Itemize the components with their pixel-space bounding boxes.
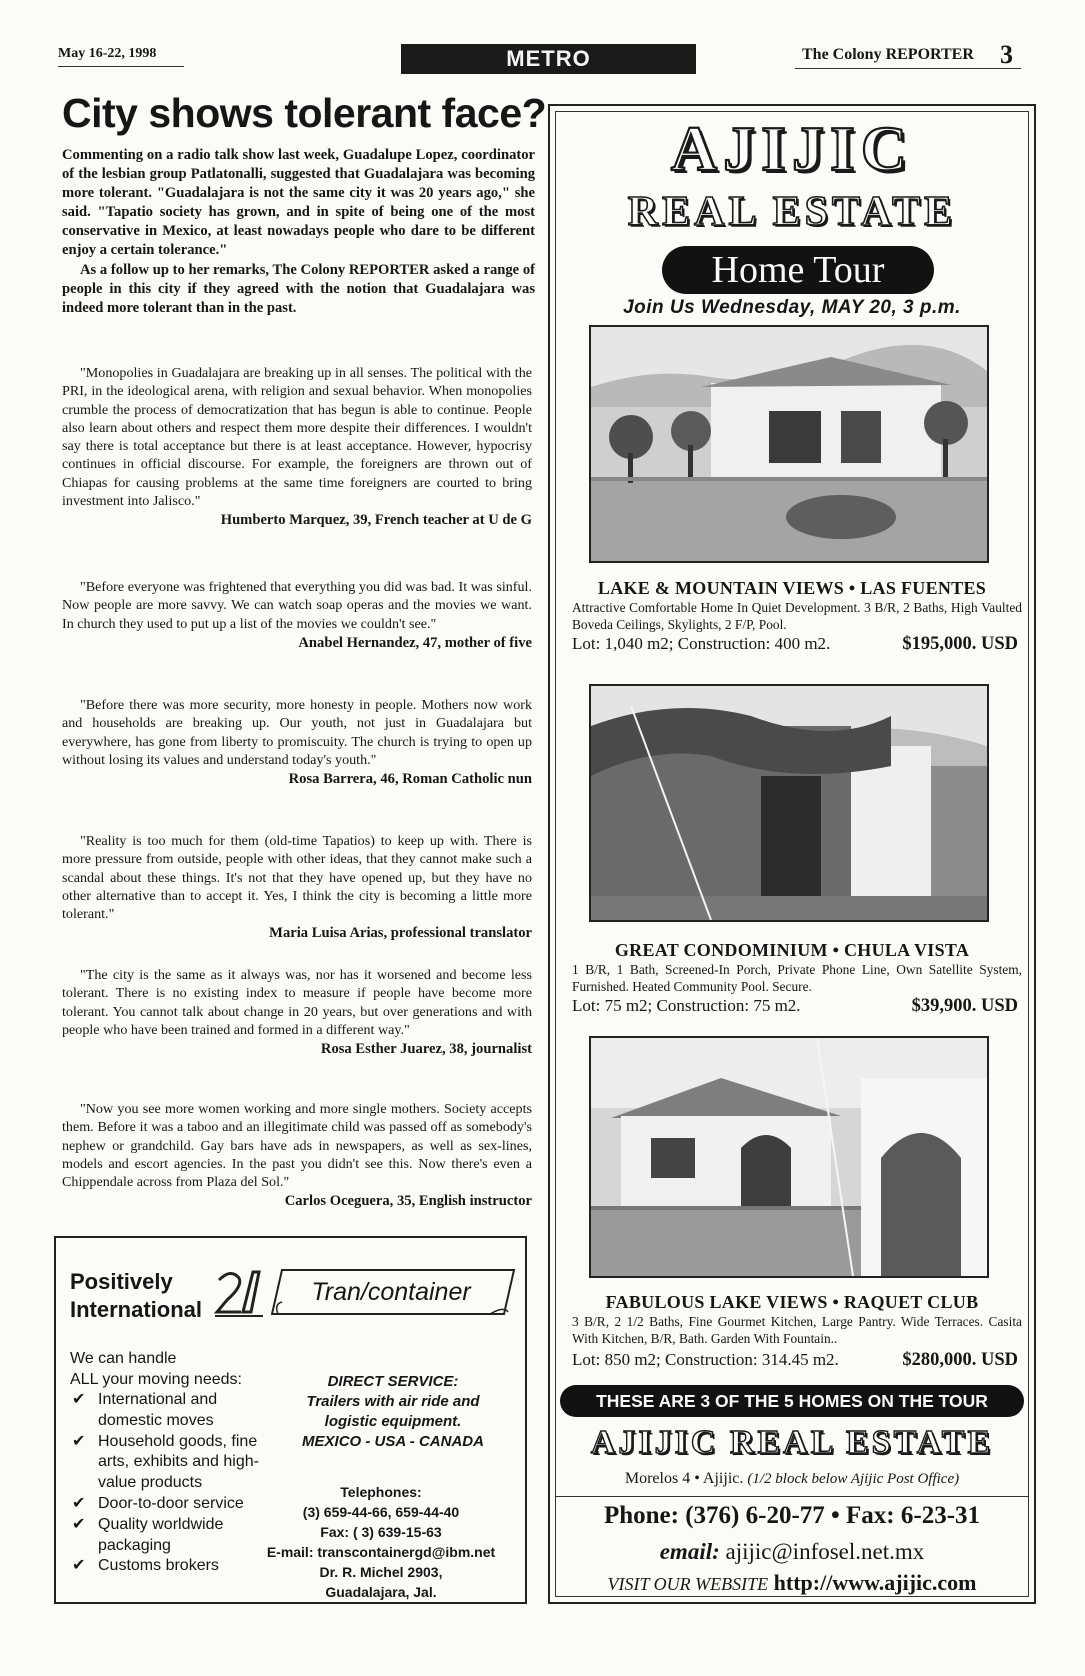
listing-price: $195,000. USD (902, 634, 1018, 654)
checkmark-icon: ✔ (72, 1432, 86, 1450)
transcontainer-brand: Tran/container (311, 1278, 471, 1306)
listing-price: $280,000. USD (902, 1350, 1018, 1370)
list-item: ✔ Door-to-door service (70, 1494, 298, 1515)
checkmark-icon: ✔ (72, 1494, 86, 1512)
quote-block (62, 832, 532, 943)
listing-price-row (572, 1350, 1018, 1371)
quote-text: "Reality is too much for them (old-time Tapatios) to keep up with. There is more pressure from outside, people with other ideas, that they cannot make such a scandal about these things. It's not that they have opened up, but they have no other alternative than to accept it. Yes, I think the city is becoming a little more tolerant." (62, 833, 532, 923)
transcontainer-ad (54, 1236, 527, 1604)
header-rule-right (795, 68, 1021, 69)
direct-service: DIRECT SERVICE: Trailers with air ride and logistic equipment. MEXICO - USA - CANADA (302, 1373, 484, 1450)
newspaper-name: The Colony REPORTER (802, 46, 974, 63)
listing-lot: Lot: 1,040 m2; Construction: 400 m2. (572, 634, 831, 653)
checkmark-icon: ✔ (72, 1515, 86, 1533)
list-item: ✔ International and domestic moves (72, 1391, 218, 1429)
listing-price-row (572, 634, 1018, 655)
quote-text: "Before everyone was frightened that everything you did was bad. It was sinful. Now people are more savvy. We can watch soap operas and the movies we want. In church they used to put up a list of the movies we couldn't see." (62, 579, 532, 632)
intro-paragraph: Commenting on a radio talk show last week, Guadalupe Lopez, coordinator of the lesbian group Patlatonalli, suggested that Guadalajara was becoming more tolerant. "Guadalajara is not the same city it was 20 years ago," she said. "Tapatio society has grown, and in spite of being one of the most conservative in Mexico, at least nowadays people who dare to be different enjoy a certain tolerance." (62, 147, 535, 259)
quote-attribution: Rosa Barrera, 46, Roman Catholic nun (288, 771, 532, 788)
quote-attribution: Carlos Oceguera, 35, English instructor (284, 1193, 532, 1210)
quote-block (62, 1100, 532, 1211)
quote-block (62, 966, 532, 1058)
quote-attribution: Rosa Esther Juarez, 38, journalist (320, 1041, 532, 1058)
listing-description: 3 B/R, 2 1/2 Baths, Fine Gourmet Kitchen, Large Pantry. Wide Terraces. Casita With Kitchen, B/R, Bath. Garden With Fountain.. (572, 1314, 1022, 1346)
quote-text: "The city is the same as it always was, nor has it worsened and become less tolerant. There is no existing index to measure if people have become more tolerant. You cannot talk about change in 20 years, but over generations and with people who have been trained and formed in a different way." (62, 967, 532, 1038)
email-link[interactable]: ajijic@infosel.net.mx (725, 1539, 925, 1564)
quote-attribution: Anabel Hernandez, 47, mother of five (298, 634, 532, 651)
listing-heading: FABULOUS LAKE VIEWS • RAQUET CLUB (605, 1292, 979, 1312)
ad-subtitle: REAL ESTATE (627, 189, 957, 235)
quote-text: "Monopolies in Guadalajara are breaking up in all senses. The political with the PRI, in the ideological arena, with religion and sexual behavior. When monopolies crumble the process of democratization that has begun is able to continue. People also learn about others and respect them more despite their differences. I wouldn't say there is total acceptance but there is at least acceptance. However, hypocrisy continues in official discourse. For example, the foreigners are thrown out of Chiapas for causing problems at the same time foreigners are courted to bring investment into Jalisco." (62, 365, 532, 510)
ad-address: Morelos 4 • Ajijic. (1/2 block below Ajijic Post Office) (624, 1470, 960, 1487)
listing-heading: LAKE & MOUNTAIN VIEWS • LAS FUENTES (597, 578, 987, 598)
header-rule-left (58, 66, 184, 67)
list-item: ✔ Customs brokers (70, 1556, 298, 1577)
home-tour-badge: Home Tour (662, 246, 934, 294)
house-photo-raquet-club (589, 1036, 989, 1278)
intro-paragraph: As a follow up to her remarks, The Colony REPORTER asked a range of people in this city if they agreed with the notion that Guadalajara was indeed more tolerant than in the past. (62, 261, 535, 316)
house-photo-chula-vista (589, 684, 989, 922)
issue-date: May 16-22, 1998 (58, 46, 157, 61)
quote-block (62, 364, 532, 530)
tour-date: Join Us Wednesday, MAY 20, 3 p.m. (623, 297, 961, 318)
listing-heading: GREAT CONDOMINIUM • CHULA VISTA (614, 940, 970, 960)
listing-lot: Lot: 75 m2; Construction: 75 m2. (572, 996, 801, 1015)
quote-text: "Before there was more security, more honesty in people. Mothers now work and households are breaking up. Our youth, not just in Guadalajara but everywhere, has gone from liberty to promiscuity. The church is trying to open up without losing its values and understand today's youth." (62, 697, 532, 768)
contact-info: Telephones: (3) 659-44-66, 659-44-40 Fax: ( 3) 639-15-63 E-mail: transcontainergd@ibm.net Dr. R. Michel 2903, Guadalajara, Jal. (246, 1482, 516, 1602)
article-intro (62, 146, 535, 318)
tour-banner: THESE ARE 3 OF THE 5 HOMES ON THE TOUR (560, 1385, 1024, 1417)
listing-description: Attractive Comfortable Home In Quiet Development. 3 B/R, 2 Baths, High Vaulted Boveda Ceilings, Skylights, 2 F/P, Pool. (572, 600, 1022, 632)
ad-tagline: Positively International (70, 1269, 203, 1322)
listing-lot: Lot: 850 m2; Construction: 314.45 m2. (572, 1350, 839, 1369)
ad-website: VISIT OUR WEBSITE http://www.ajijic.com (607, 1570, 977, 1595)
quote-block (62, 696, 532, 788)
ad-phone: Phone: (376) 6-20-77 • Fax: 6-23-31 (603, 1502, 981, 1529)
listing-price: $39,900. USD (911, 996, 1018, 1016)
ad-email: email: ajijic@infosel.net.mx (659, 1539, 925, 1564)
ad-title: AJIJIC (670, 113, 914, 184)
house-photo-las-fuentes (589, 325, 989, 563)
website-link[interactable]: http://www.ajijic.com (773, 1570, 977, 1595)
listing-price-row (572, 996, 1018, 1017)
quote-text: "Now you see more women working and more single mothers. Society accepts them. Before it was a taboo and an illegitimate child was passed off as somebody's nephew or grandchild. Gay bars have ads in newspapers, as well as sex-lines, models and escort agencies. In the past you didn't see this. Now there's even a Chippendale across from Plaza del Sol." (62, 1101, 532, 1191)
email-link[interactable]: E-mail: transcontainergd@ibm.net (266, 1544, 496, 1560)
list-item: ✔ Household goods, fine arts, exhibits and high-value products (72, 1432, 259, 1492)
quote-block (62, 578, 532, 652)
listing-description: 1 B/R, 1 Bath, Screened-In Porch, Private Phone Line, Own Satellite System, Furnished. Heated Community Pool. Secure. (572, 962, 1022, 994)
article-headline: City shows tolerant face? (62, 90, 547, 136)
page-number: 3 (1000, 40, 1013, 69)
checkmark-icon: ✔ (72, 1557, 86, 1575)
quote-attribution: Humberto Marquez, 39, French teacher at U de G (220, 512, 532, 529)
section-title: METRO (401, 44, 696, 74)
transcontainer-logo-icon (213, 1266, 265, 1320)
checkmark-icon: ✔ (72, 1391, 86, 1408)
list-item: ✔ Quality worldwide packaging (72, 1515, 224, 1554)
footer-brand: AJIJIC REAL ESTATE (590, 1424, 994, 1461)
ad-intro: We can handle ALL your moving needs: (70, 1350, 242, 1388)
quote-attribution: Maria Luisa Arias, professional translator (269, 925, 532, 942)
